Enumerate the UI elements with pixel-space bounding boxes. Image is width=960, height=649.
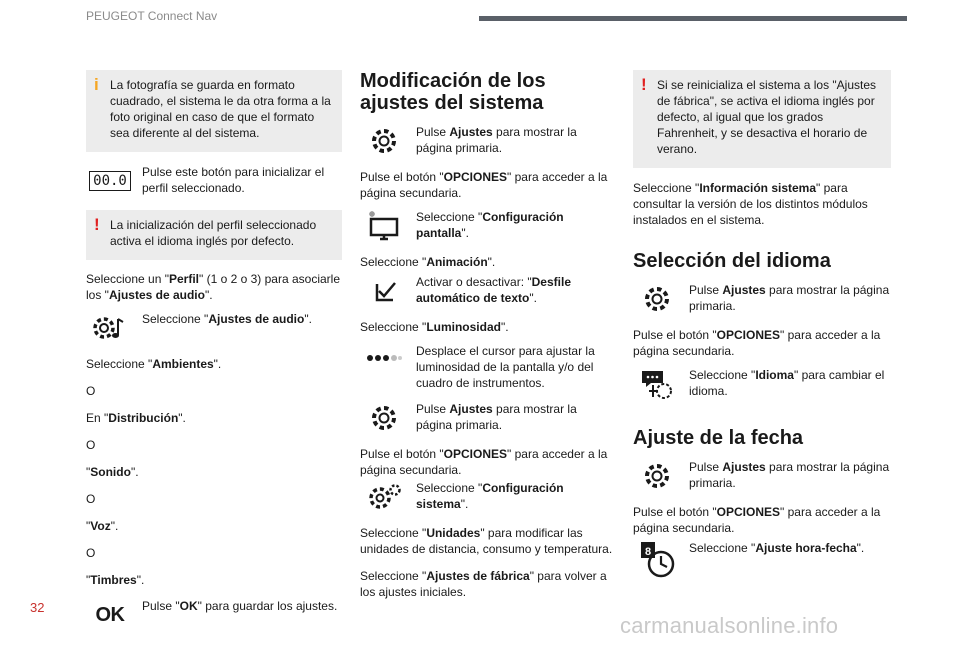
display-config-row: Seleccione "Configuración pantalla". <box>360 209 615 243</box>
page-number: 32 <box>30 600 45 615</box>
column-2 <box>360 70 615 600</box>
date-time-row: 8 Seleccione "Ajuste hora-fecha". <box>633 540 891 574</box>
info-note <box>86 70 342 152</box>
animation-text: Seleccione "Animación". <box>360 255 496 269</box>
factory-settings-text: Seleccione "Ajustes de fábrica" para volver a los ajustes iniciales. <box>360 569 607 599</box>
brightness-slider-icon <box>364 343 404 373</box>
scroll-text-row: Activar o desactivar: "Desfile automático de texto". <box>360 274 615 308</box>
info-icon: i <box>94 75 99 94</box>
settings-row: Pulse Ajustes para mostrar la página primaria. <box>360 401 615 435</box>
brightness-text: Seleccione "Luminosidad". <box>360 320 509 334</box>
screen-brightness-icon <box>364 211 404 241</box>
warning-note <box>633 70 891 168</box>
or-text: O <box>86 546 96 560</box>
column-3 <box>633 70 891 574</box>
or-text: O <box>86 438 96 452</box>
audio-settings-row: Seleccione "Ajustes de audio". <box>86 311 342 345</box>
section-title: Modificación de los ajustes del sistema <box>360 70 546 114</box>
note-text: La fotografía se guarda en formato cuadrado, el sistema le da otra forma a la foto original en caso de que el formato sea diferente al del sistema. <box>110 78 331 140</box>
note-text: La inicialización del perfil seleccionado activa el idioma inglés por defecto. <box>110 218 317 248</box>
reset-text: Pulse este botón para inicializar el perfil seleccionado. <box>142 165 325 195</box>
options-text: Pulse el botón "OPCIONES" para acceder a la página secundaria. <box>633 328 881 358</box>
or-text: O <box>86 384 96 398</box>
header-bar <box>479 16 907 21</box>
distribucion-text: En "Distribución". <box>86 411 186 425</box>
language-row: Seleccione "Idioma" para cambiar el idioma. <box>633 367 891 401</box>
options-text: Pulse el botón "OPCIONES" para acceder a la página secundaria. <box>360 170 608 200</box>
reset-row <box>86 164 342 198</box>
language-speech-icon <box>637 369 677 399</box>
options-text: Pulse el botón "OPCIONES" para acceder a la página secundaria. <box>633 505 881 535</box>
or-text: O <box>86 492 96 506</box>
timbres-text: "Timbres". <box>86 573 145 587</box>
settings-gear-icon <box>637 461 677 491</box>
column-1 <box>86 70 342 632</box>
units-text: Seleccione "Unidades" para modificar las unidades de distancia, consumo y temperatura. <box>360 526 613 556</box>
system-config-row: Seleccione "Configuración sistema". <box>360 480 615 514</box>
ok-icon: OK <box>95 604 125 626</box>
settings-row: Pulse Ajustes para mostrar la página primaria. <box>633 282 891 316</box>
warning-note <box>86 210 342 260</box>
date-section-title: Ajuste de la fecha <box>633 427 804 449</box>
checkbox-checked-icon <box>364 276 404 306</box>
ok-row: OK Pulse "OK" para guardar los ajustes. <box>86 598 342 632</box>
ambientes-text: Seleccione "Ambientes". <box>86 357 222 371</box>
settings-gear-icon <box>364 403 404 433</box>
system-info-text: Seleccione "Información sistema" para consultar la versión de los distintos módulos instalados en el sistema. <box>633 181 868 227</box>
settings-row: Pulse Ajustes para mostrar la página primaria. <box>360 124 615 158</box>
options-text: Pulse el botón "OPCIONES" para acceder a la página secundaria. <box>360 447 608 477</box>
header-title: PEUGEOT Connect Nav <box>86 9 218 23</box>
watermark: carmanualsonline.info <box>620 613 839 638</box>
warning-icon: ! <box>641 75 647 94</box>
svg-text:8: 8 <box>644 546 652 558</box>
sonido-text: "Sonido". <box>86 465 139 479</box>
warning-icon: ! <box>94 215 100 234</box>
settings-gear-icon <box>364 126 404 156</box>
note-text: Si se reinicializa el sistema a los "Ajustes de fábrica", se activa el idioma inglés por defecto, al igual que los grados Fahrenheit, y se desactiva el horario de verano. <box>657 78 877 156</box>
system-gears-icon <box>364 482 404 512</box>
select-profile-text: Seleccione un "Perfil" (1 o 2 o 3) para asociarle los "Ajustes de audio". <box>86 272 340 302</box>
language-section-title: Selección del idioma <box>633 250 831 272</box>
counter-reset-icon: 00.0 <box>90 166 130 196</box>
settings-gear-icon <box>637 284 677 314</box>
settings-row: Pulse Ajustes para mostrar la página primaria. <box>633 459 891 493</box>
audio-settings-icon <box>90 313 130 343</box>
slider-row: Desplace el cursor para ajustar la luminosidad de la pantalla y/o del cuadro de instrumentos. <box>360 343 615 391</box>
voz-text: "Voz". <box>86 519 119 533</box>
calendar-clock-icon <box>637 540 681 580</box>
